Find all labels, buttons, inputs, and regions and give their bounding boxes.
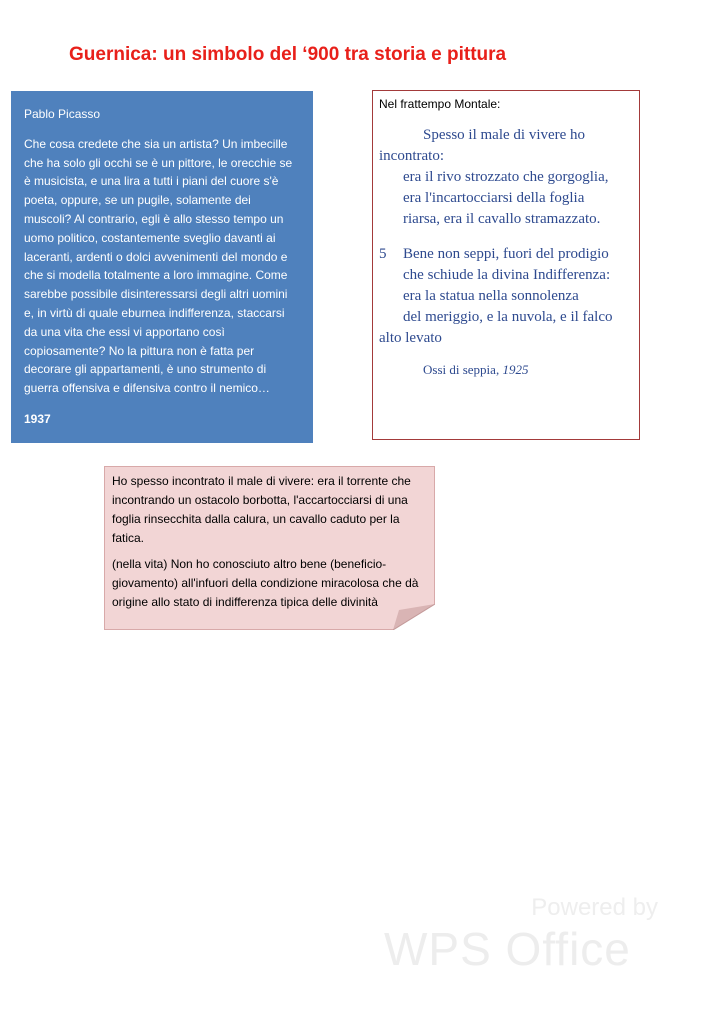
source-title: Ossi di seppia, bbox=[423, 362, 500, 377]
watermark-logo: WPS Office bbox=[384, 923, 631, 975]
poem-line: del meriggio, e la nuvola, e il falco bbox=[403, 309, 613, 325]
note-paragraph: Ho spesso incontrato il male di vivere: era il torrente che incontrando un ostacolo borbotta, l'accartocciarsi di una foglia rinsecchita dalla calura, un cavallo caduto per la fatica. bbox=[112, 474, 411, 545]
poem-line: era il rivo strozzato che gorgoglia, bbox=[403, 169, 609, 185]
poem-line: riarsa, era il cavallo stramazzato. bbox=[403, 211, 601, 227]
wps-watermark bbox=[384, 894, 674, 974]
poem-line: incontrato: bbox=[379, 148, 444, 164]
poem-line: che schiude la divina Indifferenza: bbox=[403, 267, 611, 283]
montale-poem-box bbox=[372, 90, 640, 440]
note-paragraph: (nella vita) Non ho conosciuto altro bene (beneficio-giovamento) all'infuori della condizione miracolosa che dà origine allo stato di indifferenza tipica delle divinità bbox=[112, 557, 419, 609]
poem-source bbox=[379, 359, 633, 380]
poem-line: era la statua nella sonnolenza bbox=[403, 288, 579, 304]
poem-intro: Nel frattempo Montale: bbox=[379, 97, 501, 111]
quote-author: Pablo Picasso bbox=[24, 107, 101, 121]
watermark-powered-by: Powered by bbox=[531, 894, 658, 921]
paraphrase-note bbox=[104, 466, 435, 630]
poem-line: alto levato bbox=[379, 330, 442, 346]
quote-year: 1937 bbox=[24, 411, 51, 426]
picasso-quote-box bbox=[11, 91, 313, 443]
poem-line: Spesso il male di vivere ho bbox=[423, 127, 586, 143]
verse-number: 5 bbox=[379, 246, 387, 262]
source-year: 1925 bbox=[502, 362, 529, 377]
poem-line bbox=[379, 244, 633, 265]
poem-line-text: Bene non seppi, fuori del prodigio bbox=[403, 246, 609, 262]
poem-body bbox=[379, 125, 633, 380]
quote-text: Che cosa credete che sia un artista? Un imbecille che ha solo gli occhi se è un pittore, le orecchie se è musicista, e una lira a tutti i piani del cuore s'è poeta, oppure, se un pugile, solamente dei muscoli? Al contrario, egli è allo stesso tempo un uomo politico, costantemente sveglio davanti ai laceranti, ardenti o dolci avvenimenti del mondo e che si modella totalmente a loro immagine. Come sarebbe possibile disinteressarsi degli altri uomini e, in virtù di quale eburnea indifferenza, staccarsi da una vita che essi vi apportano così copiosamente? No la pittura non è fatta per decorare gli appartamenti, è uno strumento di guerra offensiva e difensiva contro il nemico… bbox=[24, 136, 293, 396]
poem-line: era l'incartocciarsi della foglia bbox=[403, 190, 585, 206]
page-title: Guernica: un simbolo del ‘900 tra storia e pittura bbox=[69, 44, 507, 65]
folded-corner-icon bbox=[393, 604, 435, 630]
